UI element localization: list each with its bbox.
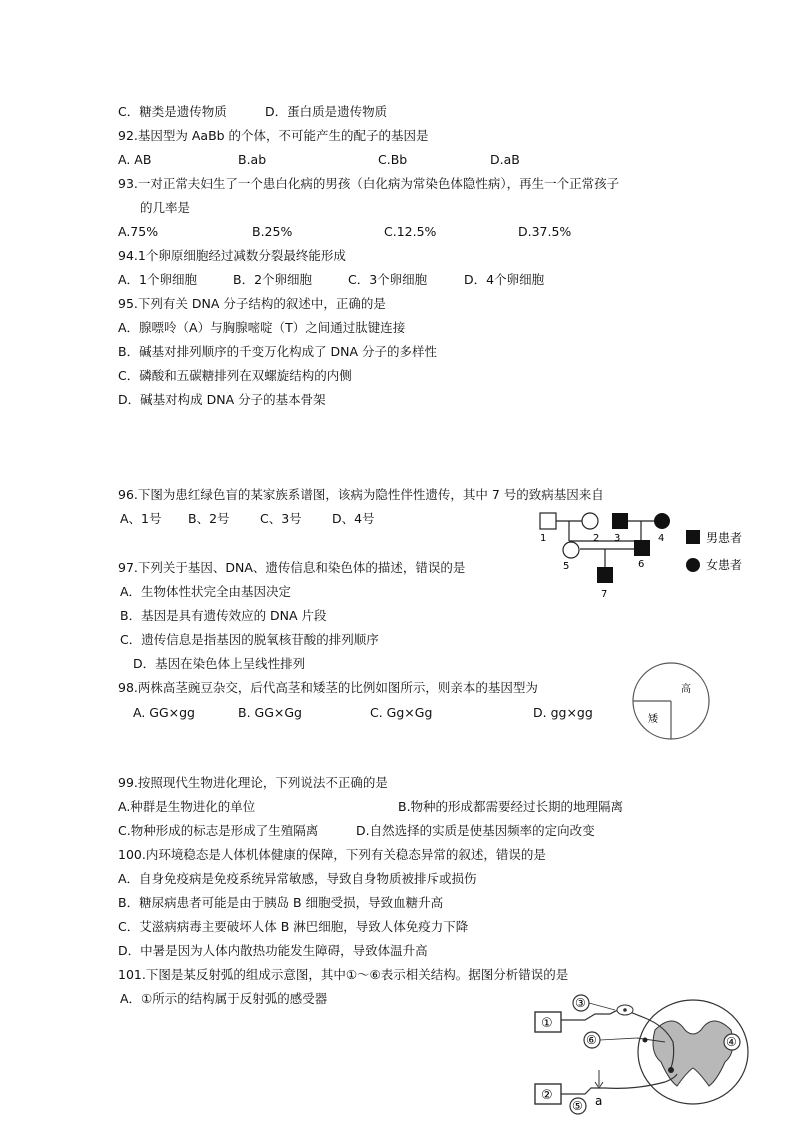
- q96-option-b: B、2号: [188, 511, 230, 526]
- q96-option-c: C、3号: [260, 511, 302, 526]
- pedigree-chart: [530, 505, 785, 605]
- pedigree-4-affected-female: [654, 513, 670, 529]
- q100-option-a: A．自身免疫病是免疫系统异常敏感，导致自身物质被排斥或损伤: [118, 871, 477, 886]
- pie-label-high: 高: [681, 684, 691, 695]
- legend-male-symbol: [686, 530, 700, 544]
- label-3: ③: [575, 996, 586, 1010]
- q92-stem: 92.基因型为 AaBb 的个体，不可能产生的配子的基因是: [118, 128, 429, 143]
- q100-option-c: C．艾滋病病毒主要破坏人体 B 淋巴细胞，导致人体免疫力下降: [118, 919, 469, 934]
- pointer-6b: [600, 1038, 637, 1040]
- q101-option-a: A．①所示的结构属于反射弧的感受器: [120, 991, 328, 1006]
- pie-label-low: 矮: [648, 714, 658, 725]
- q98-option-c: C. Gg×Gg: [370, 705, 433, 720]
- q94-stem: 94.1个卵原细胞经过减数分裂最终能形成: [118, 248, 346, 263]
- q97-option-d: D．基因在染色体上呈线性排列: [133, 656, 306, 671]
- q97-option-a: A．生物体性状完全由基因决定: [120, 584, 292, 599]
- label-1: ①: [541, 1016, 553, 1031]
- q91-option-d: D．蛋白质是遗传物质: [265, 104, 388, 119]
- q95-option-b: B．碱基对排列顺序的千变万化构成了 DNA 分子的多样性: [118, 344, 438, 359]
- q99-option-b: B.物种的形成都需要经过长期的地理隔离: [398, 799, 624, 814]
- pedigree-6-affected-male: [634, 540, 650, 556]
- q99-option-c: C.物种形成的标志是形成了生殖隔离: [118, 823, 319, 838]
- legend-female-symbol: [686, 558, 700, 572]
- q97-option-c: C．遗传信息是指基因的脱氧核苷酸的排列顺序: [120, 632, 379, 647]
- q92-option-b: B.ab: [238, 152, 267, 167]
- pedigree-label-4: 4: [658, 533, 665, 544]
- q98-option-b: B. GG×Gg: [238, 705, 302, 720]
- q94-option-c: C．3个卵细胞: [348, 272, 428, 287]
- q95-stem: 95.下列有关 DNA 分子结构的叙述中，正确的是: [118, 296, 386, 311]
- q96-option-a: A、1号: [120, 511, 162, 526]
- interneuron-body: [643, 1038, 648, 1043]
- q98-option-d: D. gg×gg: [533, 705, 593, 720]
- q92-option-d: D.aB: [490, 152, 520, 167]
- pointer-3: [589, 1003, 615, 1010]
- q94-option-a: A．1个卵细胞: [118, 272, 198, 287]
- label-4: ④: [726, 1035, 737, 1049]
- q95-option-c: C．磷酸和五碳糖排列在双螺旋结构的内侧: [118, 368, 352, 383]
- q99-option-a: A.种群是生物进化的单位: [118, 799, 256, 814]
- pedigree-label-7: 7: [601, 589, 608, 600]
- q93-stem-cont: 的几率是: [140, 200, 191, 215]
- q98-stem: 98.两株高茎豌豆杂交，后代高茎和矮茎的比例如图所示，则亲本的基因型为: [118, 680, 538, 695]
- q94-option-b: B．2个卵细胞: [233, 272, 313, 287]
- pedigree-1-normal-male: [540, 513, 556, 529]
- q93-option-b: B.25%: [252, 224, 293, 239]
- pedigree-7-affected-male: [597, 567, 613, 583]
- q95-option-a: A．腺嘌呤（A）与胸腺嘧啶（T）之间通过肽键连接: [118, 320, 406, 335]
- legend-male-label: 男患者: [706, 531, 743, 545]
- q93-stem: 93.一对正常夫妇生了一个患白化病的男孩（白化病为常染色体隐性病），再生一个正常孩子: [118, 176, 620, 191]
- pedigree-label-6: 6: [638, 559, 645, 570]
- q91-option-c: C．糖类是遗传物质: [118, 104, 227, 119]
- q96-stem: 96.下图为患红绿色盲的某家族系谱图，该病为隐性伴性遗传，其中 7 号的致病基因来自: [118, 487, 604, 502]
- q97-stem: 97.下列关于基因、DNA、遗传信息和染色体的描述，错误的是: [118, 560, 466, 575]
- q97-option-b: B．基因是具有遗传效应的 DNA 片段: [120, 608, 327, 623]
- pedigree-label-2: 2: [593, 533, 600, 544]
- pedigree-label-3: 3: [614, 533, 621, 544]
- label-a: a: [595, 1094, 603, 1108]
- reflex-arc-diagram: [525, 990, 790, 1120]
- q93-option-a: A.75%: [118, 224, 159, 239]
- pedigree-label-1: 1: [540, 533, 547, 544]
- q92-option-c: C.Bb: [378, 152, 408, 167]
- q101-stem: 101.下图是某反射弧的组成示意图，其中①～⑥表示相关结构。据图分析错误的是: [118, 967, 569, 982]
- q100-option-d: D．中暑是因为人体内散热功能发生障碍，导致体温升高: [118, 943, 428, 958]
- q99-stem: 99.按照现代生物进化理论，下列说法不正确的是: [118, 775, 388, 790]
- q100-stem: 100.内环境稳态是人体机体健康的保障，下列有关稳态异常的叙述，错误的是: [118, 847, 546, 862]
- ganglion-nucleus: [623, 1008, 627, 1012]
- pedigree-5-normal-female: [563, 542, 579, 558]
- q99-option-d: D.自然选择的实质是使基因频率的定向改变: [356, 823, 595, 838]
- q93-option-d: D.37.5%: [518, 224, 572, 239]
- label-6: ⑥: [586, 1033, 597, 1047]
- q95-option-d: D．碱基对构成 DNA 分子的基本骨架: [118, 392, 326, 407]
- pedigree-2-normal-female: [582, 513, 598, 529]
- q96-option-d: D、4号: [332, 511, 375, 526]
- q98-option-a: A. GG×gg: [133, 705, 195, 720]
- q94-option-d: D．4个卵细胞: [464, 272, 545, 287]
- q93-option-c: C.12.5%: [384, 224, 437, 239]
- height-ratio-pie: [628, 660, 718, 744]
- label-5: ⑤: [572, 1099, 583, 1113]
- q100-option-b: B．糖尿病患者可能是由于胰岛 B 细胞受损，导致血糖升高: [118, 895, 444, 910]
- q92-option-a: A. AB: [118, 152, 152, 167]
- label-2: ②: [541, 1088, 553, 1103]
- pedigree-label-5: 5: [563, 561, 570, 572]
- pedigree-3-affected-male: [612, 513, 628, 529]
- legend-female-label: 女患者: [706, 558, 743, 572]
- motor-neuron-body: [668, 1067, 674, 1073]
